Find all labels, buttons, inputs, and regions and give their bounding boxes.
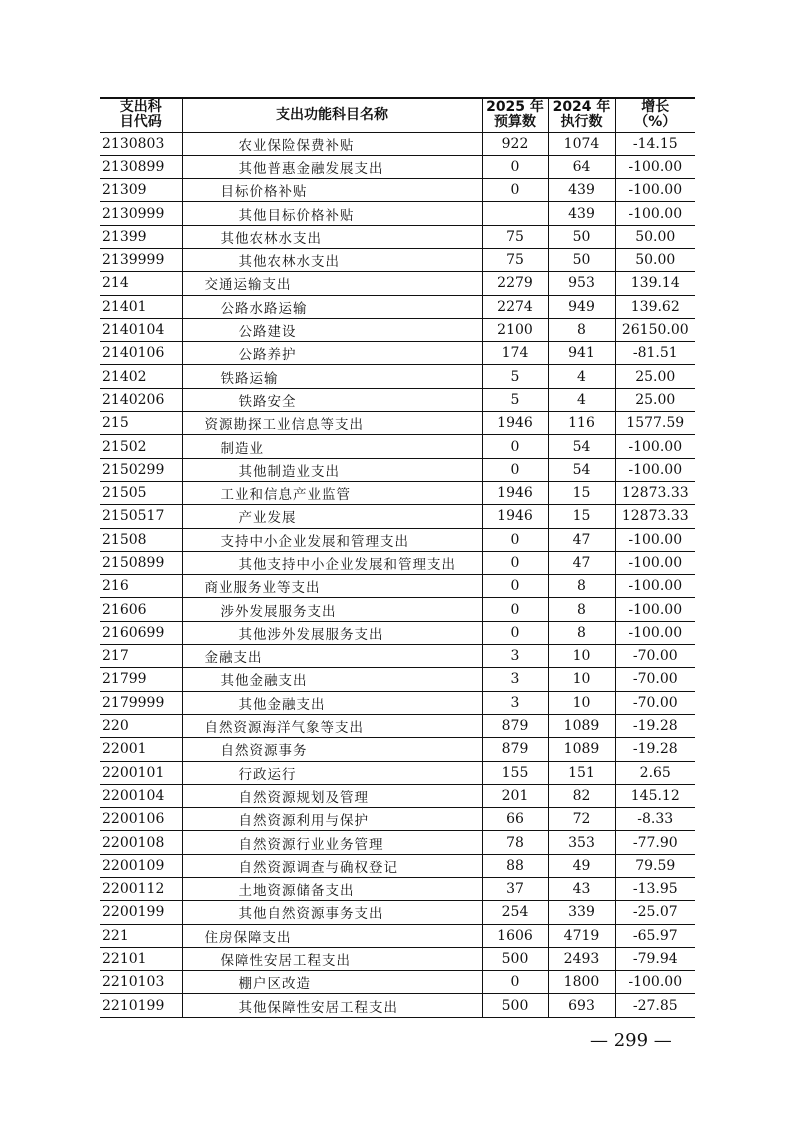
- row-budget: 5: [482, 388, 548, 411]
- row-code: 214: [100, 272, 182, 295]
- table-row: [100, 621, 695, 644]
- table-row: [100, 412, 695, 435]
- row-actual: 54: [548, 458, 615, 481]
- row-actual: 10: [548, 691, 615, 714]
- row-budget: 174: [482, 342, 548, 365]
- table-row: [100, 668, 695, 691]
- row-growth: -100.00: [615, 435, 695, 458]
- row-code: 221: [100, 924, 182, 947]
- row-name: 住房保障支出: [182, 924, 482, 947]
- row-actual: 439: [548, 179, 615, 202]
- row-code: 220: [100, 714, 182, 737]
- row-actual: 82: [548, 784, 615, 807]
- row-name: 其他支持中小企业发展和管理支出: [182, 551, 482, 574]
- table-row: [100, 132, 695, 155]
- row-actual: 50: [548, 225, 615, 248]
- row-budget: 1946: [482, 412, 548, 435]
- row-actual: 8: [548, 598, 615, 621]
- row-budget: 500: [482, 947, 548, 970]
- row-name: 自然资源行业业务管理: [182, 831, 482, 854]
- row-growth: -70.00: [615, 668, 695, 691]
- row-code: 21309: [100, 179, 182, 202]
- row-budget: 0: [482, 621, 548, 644]
- row-growth: 26150.00: [615, 318, 695, 341]
- row-budget: 75: [482, 248, 548, 271]
- table-header: [100, 98, 695, 132]
- row-actual: 1089: [548, 738, 615, 761]
- row-code: 2160699: [100, 621, 182, 644]
- row-growth: 139.14: [615, 272, 695, 295]
- row-code: 2140104: [100, 318, 182, 341]
- table-row: [100, 202, 695, 225]
- row-growth: 1577.59: [615, 412, 695, 435]
- row-growth: -25.07: [615, 901, 695, 924]
- row-code: 2200112: [100, 878, 182, 901]
- row-budget: 75: [482, 225, 548, 248]
- row-growth: -100.00: [615, 155, 695, 178]
- header-name: 支出功能科目名称: [182, 98, 482, 132]
- row-growth: -100.00: [615, 971, 695, 994]
- row-growth: -79.94: [615, 947, 695, 970]
- row-actual: 50: [548, 248, 615, 271]
- row-growth: 145.12: [615, 784, 695, 807]
- row-budget: 0: [482, 528, 548, 551]
- row-budget: 3: [482, 668, 548, 691]
- row-name: 铁路安全: [182, 388, 482, 411]
- row-code: 2139999: [100, 248, 182, 271]
- row-code: 2130999: [100, 202, 182, 225]
- row-name: 其他农林水支出: [182, 248, 482, 271]
- row-actual: 8: [548, 575, 615, 598]
- table-row: [100, 155, 695, 178]
- row-name: 制造业: [182, 435, 482, 458]
- table-row: [100, 784, 695, 807]
- row-name: 铁路运输: [182, 365, 482, 388]
- table-row: [100, 691, 695, 714]
- row-budget: 66: [482, 808, 548, 831]
- row-budget: 3: [482, 645, 548, 668]
- row-code: 2179999: [100, 691, 182, 714]
- row-name: 自然资源调查与确权登记: [182, 854, 482, 877]
- row-name: 保障性安居工程支出: [182, 947, 482, 970]
- header-actual: 2024 年 执行数: [548, 98, 615, 132]
- table-row: [100, 388, 695, 411]
- table-row: [100, 272, 695, 295]
- table-row: [100, 761, 695, 784]
- row-growth: -27.85: [615, 994, 695, 1017]
- table-row: [100, 971, 695, 994]
- table-row: [100, 645, 695, 668]
- row-budget: 1606: [482, 924, 548, 947]
- row-actual: 47: [548, 528, 615, 551]
- row-name: 自然资源规划及管理: [182, 784, 482, 807]
- row-growth: -100.00: [615, 575, 695, 598]
- row-growth: -100.00: [615, 551, 695, 574]
- row-budget: 0: [482, 155, 548, 178]
- row-code: 2140206: [100, 388, 182, 411]
- row-actual: 1089: [548, 714, 615, 737]
- row-growth: 139.62: [615, 295, 695, 318]
- table-row: [100, 435, 695, 458]
- row-name: 资源勘探工业信息等支出: [182, 412, 482, 435]
- table-row: [100, 342, 695, 365]
- row-code: 2200104: [100, 784, 182, 807]
- table-row: [100, 248, 695, 271]
- row-growth: -100.00: [615, 621, 695, 644]
- row-growth: 12873.33: [615, 505, 695, 528]
- row-growth: -77.90: [615, 831, 695, 854]
- row-growth: 50.00: [615, 248, 695, 271]
- row-actual: 49: [548, 854, 615, 877]
- row-name: 其他涉外发展服务支出: [182, 621, 482, 644]
- row-actual: 941: [548, 342, 615, 365]
- row-code: 2200106: [100, 808, 182, 831]
- table-row: [100, 318, 695, 341]
- table-row: [100, 458, 695, 481]
- row-growth: -70.00: [615, 691, 695, 714]
- row-actual: 10: [548, 668, 615, 691]
- row-name: 棚户区改造: [182, 971, 482, 994]
- row-code: 21799: [100, 668, 182, 691]
- row-growth: 25.00: [615, 365, 695, 388]
- row-actual: 953: [548, 272, 615, 295]
- table-row: [100, 575, 695, 598]
- table-row: [100, 365, 695, 388]
- row-actual: 1074: [548, 132, 615, 155]
- row-name: 公路养护: [182, 342, 482, 365]
- row-actual: 2493: [548, 947, 615, 970]
- row-actual: 8: [548, 318, 615, 341]
- row-growth: 50.00: [615, 225, 695, 248]
- row-budget: 78: [482, 831, 548, 854]
- budget-table: [100, 97, 695, 1018]
- row-name: 土地资源储备支出: [182, 878, 482, 901]
- row-budget: 37: [482, 878, 548, 901]
- row-code: 2210199: [100, 994, 182, 1017]
- row-actual: 949: [548, 295, 615, 318]
- row-actual: 72: [548, 808, 615, 831]
- table-row: [100, 947, 695, 970]
- page-number: — 299 —: [590, 1030, 672, 1051]
- row-budget: 88: [482, 854, 548, 877]
- row-actual: 10: [548, 645, 615, 668]
- row-code: 216: [100, 575, 182, 598]
- row-code: 2200108: [100, 831, 182, 854]
- row-name: 公路水路运输: [182, 295, 482, 318]
- row-growth: -19.28: [615, 714, 695, 737]
- row-name: 金融支出: [182, 645, 482, 668]
- row-name: 其他金融支出: [182, 668, 482, 691]
- table-body: [100, 132, 695, 1017]
- table-row: [100, 179, 695, 202]
- row-name: 其他保障性安居工程支出: [182, 994, 482, 1017]
- row-growth: -19.28: [615, 738, 695, 761]
- row-actual: 116: [548, 412, 615, 435]
- row-budget: 0: [482, 458, 548, 481]
- table-row: [100, 528, 695, 551]
- row-code: 21401: [100, 295, 182, 318]
- row-actual: 4719: [548, 924, 615, 947]
- row-actual: 15: [548, 505, 615, 528]
- row-budget: 0: [482, 435, 548, 458]
- row-code: 2150899: [100, 551, 182, 574]
- row-budget: 201: [482, 784, 548, 807]
- row-name: 产业发展: [182, 505, 482, 528]
- row-name: 公路建设: [182, 318, 482, 341]
- row-code: 21402: [100, 365, 182, 388]
- table-row: [100, 808, 695, 831]
- table-row: [100, 854, 695, 877]
- row-actual: 4: [548, 388, 615, 411]
- row-name: 其他农林水支出: [182, 225, 482, 248]
- row-name: 其他目标价格补贴: [182, 202, 482, 225]
- row-budget: 0: [482, 575, 548, 598]
- row-budget: 0: [482, 971, 548, 994]
- row-name: 支持中小企业发展和管理支出: [182, 528, 482, 551]
- row-name: 交通运输支出: [182, 272, 482, 295]
- row-growth: -8.33: [615, 808, 695, 831]
- row-growth: -100.00: [615, 202, 695, 225]
- row-budget: 254: [482, 901, 548, 924]
- row-growth: -14.15: [615, 132, 695, 155]
- row-name: 农业保险保费补贴: [182, 132, 482, 155]
- row-growth: 79.59: [615, 854, 695, 877]
- row-budget: 3: [482, 691, 548, 714]
- row-name: 行政运行: [182, 761, 482, 784]
- header-code: 支出科 目代码: [100, 98, 182, 132]
- row-growth: 25.00: [615, 388, 695, 411]
- header-budget: 2025 年 预算数: [482, 98, 548, 132]
- table-row: [100, 924, 695, 947]
- row-code: 21399: [100, 225, 182, 248]
- row-actual: 43: [548, 878, 615, 901]
- row-code: 2210103: [100, 971, 182, 994]
- row-name: 自然资源海洋气象等支出: [182, 714, 482, 737]
- row-name: 自然资源事务: [182, 738, 482, 761]
- row-code: 2150517: [100, 505, 182, 528]
- row-code: 2200109: [100, 854, 182, 877]
- row-actual: 4: [548, 365, 615, 388]
- row-code: 2130899: [100, 155, 182, 178]
- row-budget: 1946: [482, 481, 548, 504]
- row-actual: 353: [548, 831, 615, 854]
- row-actual: 693: [548, 994, 615, 1017]
- row-code: 2200199: [100, 901, 182, 924]
- table-row: [100, 994, 695, 1017]
- row-budget: 0: [482, 551, 548, 574]
- row-code: 2140106: [100, 342, 182, 365]
- header-growth: 增长 （%）: [615, 98, 695, 132]
- row-growth: -100.00: [615, 598, 695, 621]
- row-name: 工业和信息产业监管: [182, 481, 482, 504]
- row-budget: 2279: [482, 272, 548, 295]
- table-row: [100, 295, 695, 318]
- row-code: 21606: [100, 598, 182, 621]
- row-growth: 12873.33: [615, 481, 695, 504]
- row-actual: 15: [548, 481, 615, 504]
- row-growth: -81.51: [615, 342, 695, 365]
- row-name: 自然资源利用与保护: [182, 808, 482, 831]
- row-budget: 2100: [482, 318, 548, 341]
- row-budget: 0: [482, 598, 548, 621]
- row-growth: -13.95: [615, 878, 695, 901]
- row-budget: 1946: [482, 505, 548, 528]
- row-budget: 922: [482, 132, 548, 155]
- row-code: 217: [100, 645, 182, 668]
- row-actual: 54: [548, 435, 615, 458]
- row-name: 其他金融支出: [182, 691, 482, 714]
- row-growth: 2.65: [615, 761, 695, 784]
- row-actual: 1800: [548, 971, 615, 994]
- row-actual: 151: [548, 761, 615, 784]
- table-row: [100, 225, 695, 248]
- row-budget: 0: [482, 179, 548, 202]
- row-budget: 879: [482, 714, 548, 737]
- row-actual: 47: [548, 551, 615, 574]
- row-code: 2150299: [100, 458, 182, 481]
- table-row: [100, 598, 695, 621]
- row-budget: 2274: [482, 295, 548, 318]
- row-code: 215: [100, 412, 182, 435]
- row-actual: 339: [548, 901, 615, 924]
- row-code: 21505: [100, 481, 182, 504]
- row-code: 22101: [100, 947, 182, 970]
- row-actual: 8: [548, 621, 615, 644]
- row-budget: 879: [482, 738, 548, 761]
- table-row: [100, 505, 695, 528]
- row-name: 商业服务业等支出: [182, 575, 482, 598]
- table-row: [100, 481, 695, 504]
- table-row: [100, 714, 695, 737]
- row-growth: -100.00: [615, 179, 695, 202]
- row-name: 涉外发展服务支出: [182, 598, 482, 621]
- row-name: 目标价格补贴: [182, 179, 482, 202]
- row-actual: 64: [548, 155, 615, 178]
- row-name: 其他普惠金融发展支出: [182, 155, 482, 178]
- row-code: 2200101: [100, 761, 182, 784]
- row-budget: 5: [482, 365, 548, 388]
- table-row: [100, 901, 695, 924]
- row-code: 22001: [100, 738, 182, 761]
- row-name: 其他制造业支出: [182, 458, 482, 481]
- row-growth: -100.00: [615, 458, 695, 481]
- table-row: [100, 738, 695, 761]
- row-budget: 155: [482, 761, 548, 784]
- row-growth: -70.00: [615, 645, 695, 668]
- table-row: [100, 878, 695, 901]
- row-actual: 439: [548, 202, 615, 225]
- row-growth: -100.00: [615, 528, 695, 551]
- row-code: 2130803: [100, 132, 182, 155]
- row-budget: [482, 202, 548, 225]
- table-row: [100, 831, 695, 854]
- table-row: [100, 551, 695, 574]
- row-code: 21508: [100, 528, 182, 551]
- row-growth: -65.97: [615, 924, 695, 947]
- row-code: 21502: [100, 435, 182, 458]
- row-name: 其他自然资源事务支出: [182, 901, 482, 924]
- row-budget: 500: [482, 994, 548, 1017]
